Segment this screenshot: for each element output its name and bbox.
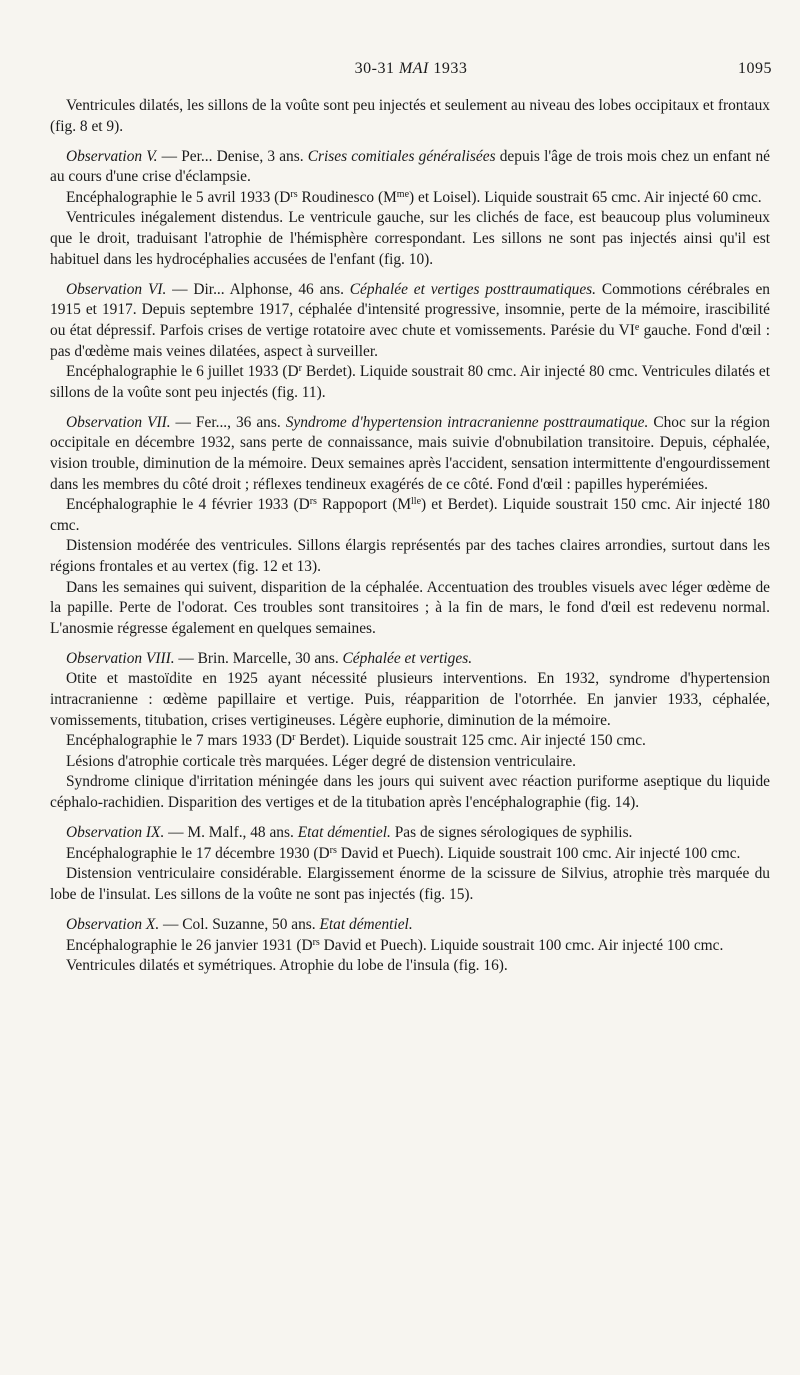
italic-text: Etat démentiel. (297, 824, 391, 842)
italic-text: Observation VI. (66, 280, 167, 298)
paragraph (50, 536, 770, 577)
italic-text: Céphalée et vertiges posttraumatiques. (349, 280, 597, 298)
paragraph (50, 752, 770, 773)
italic-text: Céphalée et vertiges. (342, 649, 473, 667)
paragraph (50, 649, 770, 670)
paragraph (50, 147, 770, 188)
text-run: Ventricules dilatés et symétriques. Atrophie du lobe de l'insula (fig. 16). (66, 957, 508, 975)
text-run: Lésions d'atrophie corticale très marquées. Léger degré de distension ventriculaire. (66, 752, 577, 770)
text-run: Syndrome clinique d'irritation méningée dans les jours qui suivent avec réaction puriforme aseptique du liquide céphalo-rachidien. Disparition des vertiges et de la titubation après l'encéphalographie (fig. 14). (50, 773, 770, 811)
text-run: Rappoport (M (316, 496, 412, 514)
italic-text: Syndrome d'hypertension intracranienne posttraumatique. (285, 413, 649, 431)
text-run: Distension ventriculaire considérable. Elargissement énorme de la scissure de Silvius, atrophie très marquée du lobe de l'insulat. Les sillons de la voûte ne sont pas injectés (fig. 15). (50, 865, 770, 903)
superscript: rs (290, 188, 298, 200)
italic-text: Observation X. (66, 915, 160, 933)
text-run: Dans les semaines qui suivent, disparition de la céphalée. Accentuation des troubles visuels avec léger œdème de la papille. Perte de l'odorat. Ces troubles sont transitoires ; à la fin de mars, le fond d'œil est redevenu normal. L'anosmie régresse également en quelques semaines. (50, 578, 770, 637)
superscript: r (298, 363, 302, 375)
text-run: — Fer..., 36 ans. (170, 413, 286, 431)
superscript: lle (411, 496, 422, 508)
text-run: depuis l'âge de trois mois chez un enfant né au cours d'une crise d'éclampsie. (50, 147, 770, 186)
text-run: Encéphalographie le 7 mars 1933 (D (66, 732, 293, 750)
italic-text: Observation V. (66, 147, 158, 165)
paragraph (50, 915, 770, 936)
paragraph (50, 96, 770, 137)
text-run: Otite et mastoïdite en 1925 ayant nécessité plusieurs interventions. En 1932, syndrome d'hypertension intracranienne : œdème papillaire et vertige. Puis, réapparition de l'otorrhée. En janvier 1933, céphalée, vomissements, titubation, crises vertigineuses. Légère euphorie, diminution de la mémoire. (50, 670, 770, 729)
paragraph (50, 844, 770, 865)
text-run: Pas de signes sérologiques de syphilis. (390, 824, 633, 842)
running-header (50, 60, 772, 84)
text-run: Berdet). Liquide soustrait 125 cmc. Air injecté 150 cmc. (295, 732, 646, 750)
text-run: David et Puech). Liquide soustrait 100 cmc. Air injecté 100 cmc. (336, 844, 741, 862)
text-run: — Dir... Alphonse, 46 ans. (166, 280, 350, 298)
text-run: Ventricules dilatés, les sillons de la voûte sont peu injectés et seulement au niveau des lobes occipitaux et frontaux (fig. 8 et 9). (50, 97, 770, 135)
text-run: — Brin. Marcelle, 30 ans. (174, 649, 343, 667)
paragraph (50, 413, 770, 495)
superscript: me (396, 188, 410, 200)
article-body (50, 96, 770, 977)
paragraph (50, 823, 770, 844)
paragraph (50, 188, 770, 209)
paragraph (50, 280, 770, 362)
paragraph (50, 772, 770, 813)
paragraph (50, 669, 770, 731)
text-run: Roudinesco (M (297, 188, 397, 206)
paragraph (50, 208, 770, 270)
text-run: Encéphalographie le 17 décembre 1930 (D (66, 844, 330, 862)
text-run: — Col. Suzanne, 50 ans. (159, 915, 320, 933)
paragraph (50, 864, 770, 905)
text-run: Ventricules inégalement distendus. Le ventricule gauche, sur les clichés de face, est beaucoup plus volumineux que le droit, traduisant l'atrophie de l'hémisphère correspondant. Les sillons ne sont pas injectés ainsi qu'il est habituel dans les hydrocéphalies accusées de l'enfant (fig. 10). (50, 209, 770, 268)
text-run: ) et Berdet). Liquide soustrait 150 cmc. Air injecté 180 cmc. (50, 496, 770, 534)
text-run: Encéphalographie le 4 février 1933 (D (66, 496, 310, 514)
superscript: r (292, 732, 296, 744)
text-run: gauche. Fond d'œil : pas d'œdème mais veines dilatées, aspect à surveiller. (50, 321, 771, 360)
superscript: rs (329, 844, 337, 856)
superscript: rs (309, 496, 317, 508)
text-run: David et Puech). Liquide soustrait 100 cmc. Air injecté 100 cmc. (319, 936, 724, 954)
text-run: Commotions cérébrales en 1915 et 1917. Depuis septembre 1917, céphalée d'intensité progressive, insomnie, perte de la mémoire, irascibilité ou état dépressif. Parfois crises de vertige rotatoire avec chute et vomissements. Parésie du VI (50, 280, 770, 339)
italic-text: Crises comitiales généralisées (307, 147, 496, 165)
text-run: ) et Loisel). Liquide soustrait 65 cmc. Air injecté 60 cmc. (409, 188, 762, 206)
paragraph (50, 956, 770, 977)
italic-text: Etat démentiel. (319, 915, 413, 933)
paragraph (50, 495, 770, 536)
superscript: e (634, 321, 640, 333)
text-run: Encéphalographie le 6 juillet 1933 (D (66, 363, 299, 381)
italic-text: Observation VIII. (66, 649, 175, 667)
paragraph (50, 731, 770, 752)
text-run: Encéphalographie le 26 janvier 1931 (D (66, 936, 313, 954)
text-run: — M. Malf., 48 ans. (164, 824, 298, 842)
page-number: 1095 (738, 60, 772, 77)
paragraph (50, 936, 770, 957)
italic-text: Observation VII. (66, 413, 171, 431)
paragraph (50, 578, 770, 640)
superscript: rs (312, 936, 320, 948)
text-run: — Per... Denise, 3 ans. (157, 147, 308, 165)
text-run: Distension modérée des ventricules. Sillons élargis représentés par des taches claires arrondies, surtout dans les régions frontales et au vertex (fig. 12 et 13). (50, 537, 770, 575)
text-run: Berdet). Liquide soustrait 80 cmc. Air injecté 80 cmc. Ventricules dilatés et sillons de la voûte sont peu injectés (fig. 11). (50, 363, 770, 401)
italic-text: Observation IX. (66, 824, 165, 842)
paragraph (50, 362, 770, 403)
text-run: Choc sur la région occipitale en décembre 1932, sans perte de connaissance, mais suivie d'obnubilation transitoire. Depuis, céphalée, vision trouble, diminution de la mémoire. Deux semaines après l'accident, sensation intermittente d'engourdissement dans les membres du côté droit ; réflexes tendineux exagérés de ce côté. Fond d'œil : papilles hyperémiées. (50, 413, 770, 493)
issue-date: 30-31 MAI 1933 (354, 60, 468, 77)
text-run: Encéphalographie le 5 avril 1933 (D (66, 188, 291, 206)
